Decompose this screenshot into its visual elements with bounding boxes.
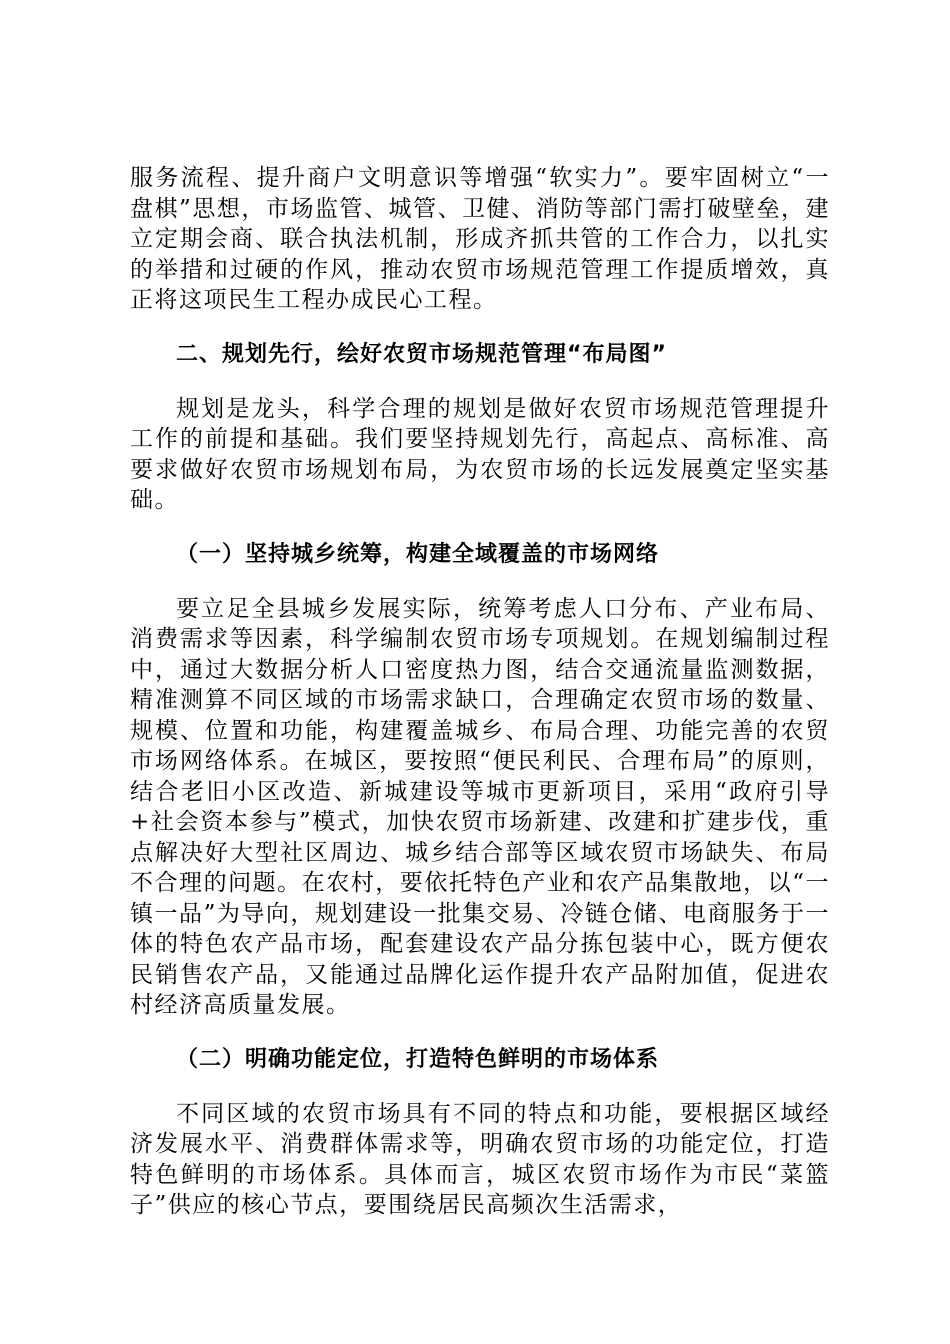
body-paragraph: 规划是龙头，科学合理的规划是做好农贸市场规范管理提升工作的前提和基础。我们要坚持规划先行，高起点、高标准、高要求做好农贸市场规划布局，为农贸市场的长远发展奠定坚实基础。 <box>130 395 830 513</box>
subsection-heading: （二）明确功能定位，打造特色鲜明的市场体系 <box>176 1046 660 1072</box>
subsection-heading: （一）坚持城乡统筹，构建全域覆盖的市场网络 <box>176 541 660 567</box>
body-paragraph: 服务流程、提升商户文明意识等增强“软实力”。要牢固树立“一盘棋”思想，市场监管、城管、卫健、消防等部门需打破壁垒，建立定期会商、联合执法机制，形成齐抓共管的工作合力，以扎实的举措和过硬的作风，推动农贸市场规范管理工作提质增效，真正将这项民生工程办成民心工程。 <box>130 165 830 313</box>
body-paragraph: 要立足全县城乡发展实际，统筹考虑人口分布、产业布局、消费需求等因素，科学编制农贸市场专项规划。在规划编制过程中，通过大数据分析人口密度热力图，结合交通流量监测数据，精准测算不同区域的市场需求缺口，合理确定农贸市场的数量、规模、位置和功能，构建覆盖城乡、布局合理、功能完善的农贸市场网络体系。在城区，要按照“便民利民、合理布局”的原则，结合老旧小区改造、新城建设等城市更新项目，采用“政府引导+社会资本参与”模式，加快农贸市场新建、改建和扩建步伐，重点解决好大型社区周边、城乡结合部等区域农贸市场缺失、布局不合理的问题。在农村，要依托特色产业和农产品集散地，以“一镇一品”为导向，规划建设一批集交易、冷链仓储、电商服务于一体的特色农产品市场，配套建设农产品分拣包装中心，既方便农民销售农产品，又能通过品牌化运作提升农产品附加值，促进农村经济高质量发展。 <box>130 595 830 1018</box>
section-heading: 二、规划先行，绘好农贸市场规范管理“布局图” <box>176 341 667 367</box>
body-paragraph: 不同区域的农贸市场具有不同的特点和功能，要根据区域经济发展水平、消费群体需求等，明确农贸市场的功能定位，打造特色鲜明的市场体系。具体而言，城区农贸市场作为市民“菜篮子”供应的核心节点，要围绕居民高频次生活需求， <box>130 1100 830 1218</box>
document-body <box>130 163 830 1221</box>
